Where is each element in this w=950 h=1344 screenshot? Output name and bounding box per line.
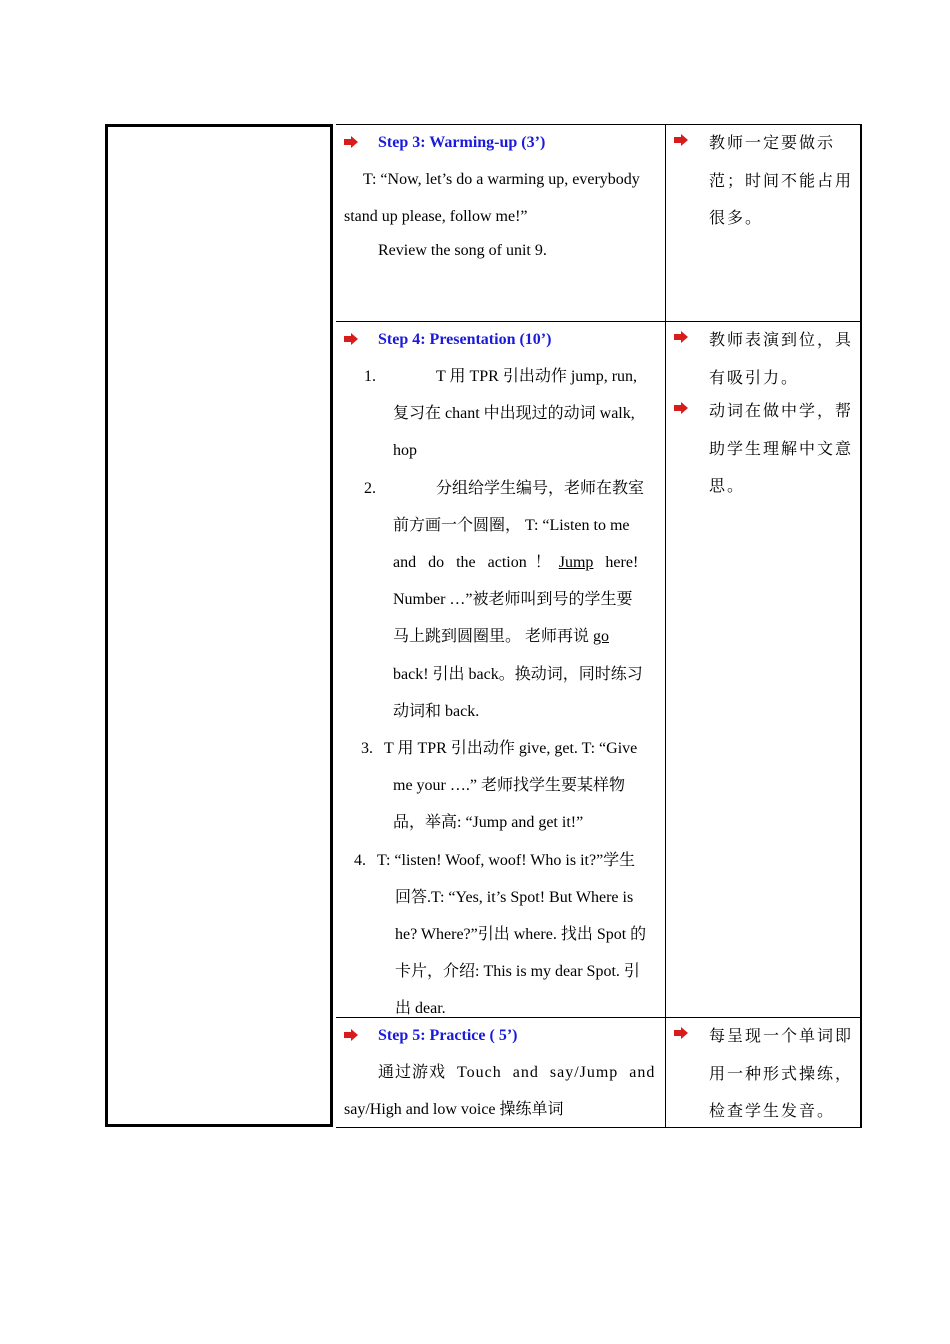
step-3-notes: [666, 125, 860, 321]
note-text: 教师表演到位，具有吸引力。: [709, 332, 854, 387]
item-line: T: “listen! Woof, woof! Who is it?”学生: [377, 851, 636, 869]
step-3-line: stand up please, follow me!”: [344, 208, 528, 225]
item-line: he? Where?”引出 where. 找出 Spot 的: [395, 926, 647, 944]
step-5-notes: [666, 1018, 860, 1128]
item-line: and do the action ！ Jump here!: [393, 554, 639, 572]
item-line: 分组给学生编号，老师在教室: [436, 479, 645, 497]
item-line: 品，举高: “Jump and get it!”: [393, 814, 584, 832]
item-line: me your ….” 老师找学生要某样物: [393, 777, 625, 795]
step-4-heading: [344, 326, 657, 354]
row-step-5: [336, 1017, 862, 1128]
red-arrow-icon: [344, 136, 358, 148]
step-3-line: T: “Now, let’s do a warming up, everybody: [363, 171, 640, 188]
step-4-cell: [336, 322, 666, 1017]
row-step-3: [336, 124, 862, 321]
note-text: 动词在做中学，帮助学生理解中文意思。: [709, 403, 854, 495]
note: [674, 326, 854, 397]
list-item: [344, 730, 657, 842]
item-line: 复习在 chant 中出现过的动词 walk,: [393, 405, 635, 423]
list-item: [344, 842, 657, 1028]
step-5-title: Step 5: Practice ( 5’): [378, 1027, 518, 1044]
item-line: Number …”被老师叫到号的学生要: [393, 591, 633, 609]
list-item: [344, 470, 657, 730]
red-arrow-icon: [674, 1027, 688, 1039]
red-arrow-icon: [344, 333, 358, 345]
item-line: 马上跳到圆圈里。 老师再说 go: [393, 628, 610, 646]
item-line: back! 引出 back。换动词，同时练习: [393, 665, 643, 683]
note-text: 每呈现一个单词即用一种形式操练，检查学生发音。: [709, 1028, 854, 1120]
red-arrow-icon: [674, 331, 688, 343]
item-line: 回答.T: “Yes, it’s Spot! But Where is: [395, 888, 634, 906]
item-line: 前方画一个圆圈， T: “Listen to me: [393, 516, 630, 534]
item-line: T 用 TPR 引出动作 give, get. T: “Give: [384, 740, 638, 758]
note: [674, 393, 854, 506]
item-line: 出 dear.: [395, 1000, 446, 1018]
item-line: 卡片，介绍: This is my dear Spot. 引: [395, 963, 640, 981]
left-column: [105, 124, 333, 1127]
step-4-notes: [666, 322, 860, 1017]
red-arrow-icon: [344, 1029, 358, 1041]
note: [674, 1022, 854, 1131]
step-5-line: say/High and low voice 操练单词: [344, 1101, 564, 1118]
red-arrow-icon: [674, 134, 688, 146]
note: [674, 129, 854, 238]
row-step-4: [336, 321, 862, 1017]
step-3-line: Review the song of unit 9.: [378, 242, 547, 259]
lesson-table: [105, 124, 862, 1130]
item-line: T 用 TPR 引出动作 jump, run,: [436, 368, 638, 385]
item-number: 1.: [364, 368, 376, 385]
table-bottom-border: [336, 1127, 862, 1128]
step-3-cell: [336, 125, 666, 321]
list-item: [344, 358, 657, 470]
red-arrow-icon: [674, 402, 688, 414]
item-number: 4.: [354, 851, 366, 869]
item-number: 2.: [364, 479, 376, 497]
step-5-heading: [344, 1022, 657, 1050]
step-3-heading: [344, 129, 657, 157]
step-3-title: Step 3: Warming-up (3’): [378, 134, 546, 151]
step-5-cell: [336, 1018, 666, 1128]
step-5-line: 通过游戏 Touch and say/Jump and: [378, 1064, 656, 1081]
step-4-title: Step 4: Presentation (10’): [378, 331, 552, 348]
item-line: hop: [393, 442, 417, 460]
item-line: 动词和 back.: [393, 702, 480, 720]
item-number: 3.: [361, 740, 373, 758]
note-text: 教师一定要做示范；时间不能占用很多。: [709, 135, 854, 227]
